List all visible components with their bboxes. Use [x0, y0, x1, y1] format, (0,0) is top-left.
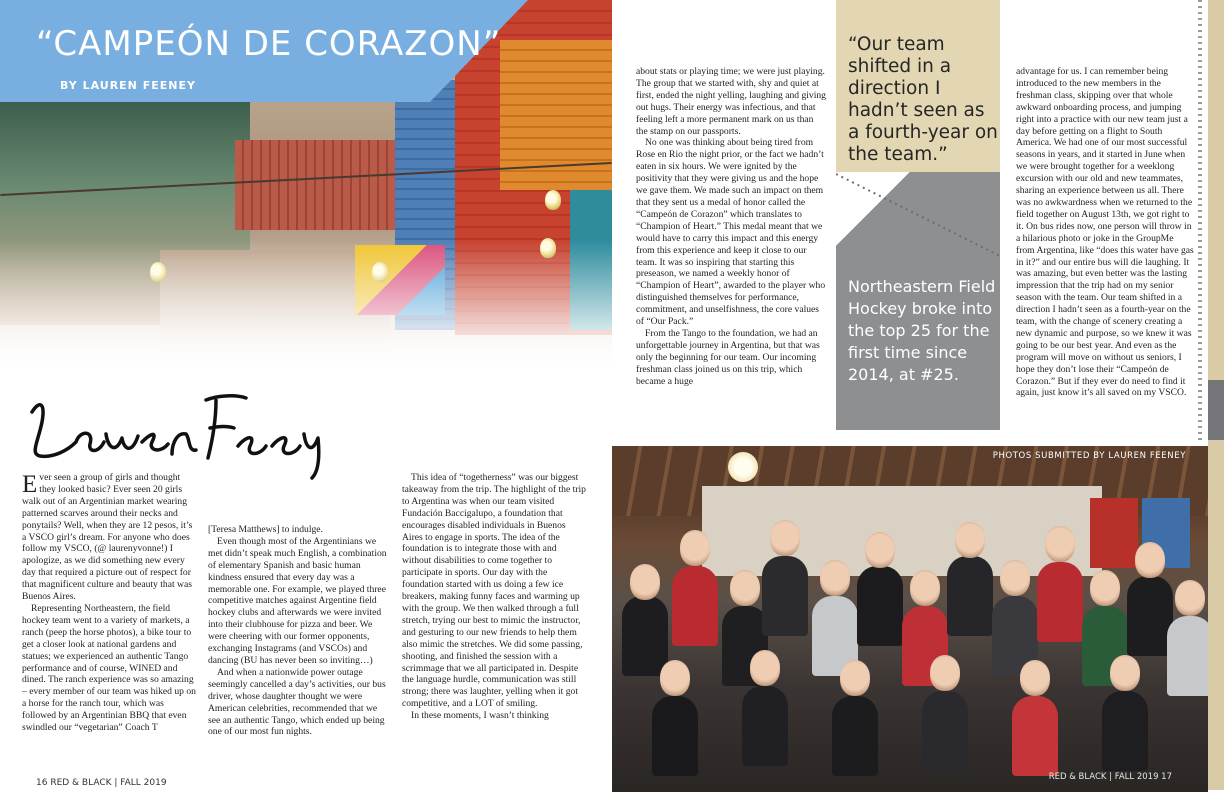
paragraph: [Teresa Matthews] to indulge.	[208, 524, 323, 535]
pull-quote: “Our team shifted in a direction I hadn’t seen as a fourth-year on the team.”	[848, 34, 998, 165]
byline: BY LAUREN FEENEY	[60, 79, 196, 92]
article-title: “CAMPEÓN DE CORAZON”	[36, 24, 502, 64]
body-column-5	[1016, 66, 1194, 399]
photo-credit: PHOTOS SUBMITTED BY LAUREN FEENEY	[992, 451, 1186, 461]
edge-strip-accent	[1208, 380, 1224, 440]
paragraph: Representing Northeastern, the field hockey team went to a variety of markets, a ranch (peep the horse photos), a bike tour to get a closer look at national gardens and statues; we experienced an authentic Tango performance and of course, WINED and dined. The ranch experience was so amazing – every member of our team was hiked up on a horse for the ranch tour, which was followed by an Argentinian BBQ that even swindled our “vegetarian” Coach T	[22, 602, 196, 734]
team-photo	[612, 446, 1208, 792]
page-folio: RED & BLACK | FALL 2019 17	[1048, 772, 1172, 782]
body-column-3	[402, 472, 588, 722]
paragraph: No one was thinking about being tired from Rose en Rio the night prior, or the fact we hadn’t eaten in six hours. We were ignited by the positivity that they were giving us and the hope we gave them. We made such an impact on them that they sent us a medal of honor called the “Campeón de Corazon” which translates to “Champion of Heart.” This medal meant that we would have to carry this impact and this energy from this experience and keep it close to our team. It was so inspiring that starting this preseason, we named a weekly honor of “Champion of Heart”, awarded to the player who distinguished themselves for performance, commitment, and unselfishness, the core values of “Our Pack.”	[636, 137, 826, 328]
paragraph: And when a nationwide power outage seemingly cancelled a day’s activities, our bus driver, whose daughter thought we were American celebrities, recommended that we see an authentic Tango, which ended up being one of our most fun nights.	[208, 666, 386, 738]
drop-cap: E	[22, 471, 38, 498]
dotted-divider	[836, 172, 1000, 256]
paragraph: Even though most of the Argentinians we met didn’t speak much English, a combination of elementary Spanish and basic human kindness ensured that every day was a memorable one. For example, we played three competitive matches against Argentine field hockey clubs and afterwards we were invited into their clubhouse for pizza and beer. We were cheering with our former opponents, exchanging Instagrams (and VSCOs) and dancing (BU has never been so inviting…)	[208, 535, 387, 666]
paragraph: From the Tango to the foundation, we had an unforgettable journey in Argentina, but that was only the beginning for our team. Our incoming freshman class joined us on this trip, which became a huge	[636, 327, 820, 387]
dotted-rule	[1198, 0, 1202, 440]
body-column-2	[208, 524, 388, 738]
page-folio: 16 RED & BLACK | FALL 2019	[36, 778, 167, 788]
body-column-1	[22, 472, 196, 734]
paragraph: This idea of “togetherness” was our biggest takeaway from the trip. The highlight of the trip to Argentina was when our team visited Fundación Baccigalupo, a foundation that encourages disabled individuals in Buenos Aires to engage in sports. The idea of the foundation is to integrate those with and without disabilities to come together to participate in sports. Our day with the foundation started with us doing a few ice breakers, making funny faces and warming up with the group. We then walked through a full stretch, trying our best to mimic the instructor, and gesturing to our new friends to help them also mimic the stretches. We did some passing, shooting, and finished the session with a scrimmage that we all participated in. Despite the language hurdle, communication was still strong; there was laughter, yelling when it got competitive, and a LOT of smiling.	[402, 472, 586, 710]
right-page	[612, 0, 1224, 792]
paragraph: advantage for us. I can remember being introduced to the new members in the freshman class, skipping over that whole awkward onboarding process, and jumping right into a practice with our new team just a day before getting on a flight to South America. We had one of our most successful seasons in years, and it started in June when we were brought together for a weeklong excursion with our old and new teammates, sharing an experience between us all. There was no awkwardness when we returned to the field together on August 13th, we got right to it. On bus rides now, one person will throw in a hilarious photo or joke in the GroupMe from Argentina, like “does this water have gas in it?” and our entire bus will die laughing. It was amazing, but even better was the lasting impression that the trip had on my senior season with the team. Our team shifted in a direction I hadn’t seen as a fourth-year on the team, with the change of scenery creating a new dynamic and purpose, so we knew it was going to be our best year. And even as the program will move on without us seniors, I hope they don’t lose their “Campeón de Corazon.” But if they ever do need to find it again, just know it’s all saved on my VSCO.	[1016, 66, 1194, 399]
body-column-4	[636, 66, 826, 387]
paragraph: Ever seen a group of girls and thought they looked basic? Ever seen 20 girls walk out of an Argentinian market wearing patterned scarves around their necks and ponytails? Well, when they are 12 pesos, it’s a VSCO girl’s dream. For anyone who does follow my VSCO, (@ laurenyvonne!) I apologize, as we did something new every day that required a picture out of respect for that magnificent culture and beauty that was Buenos Aires.	[22, 471, 193, 603]
signature-graphic	[20, 372, 360, 484]
stat-callout: Northeastern Field Hockey broke into the top 25 for the first time since 2014, at #25.	[848, 277, 996, 384]
paragraph: In these moments, I wasn’t thinking	[411, 710, 549, 722]
paragraph: about stats or playing time; we were just playing. The group that we started with, shy and quiet at first, ended the night yelling, laughing and giving out hugs. Their energy was infectious, and that feeling left a more permanent mark on us than the stamp on our passports.	[636, 66, 826, 137]
